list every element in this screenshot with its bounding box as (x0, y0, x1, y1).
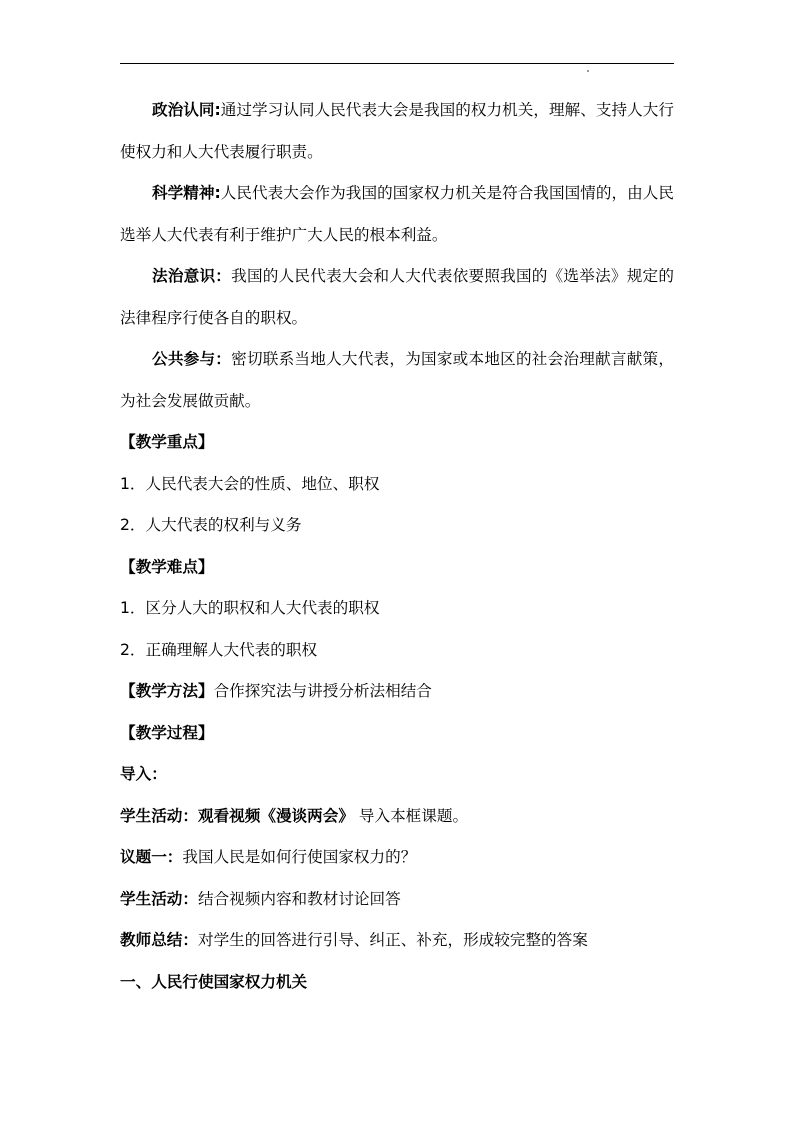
activity-text: 结合视频内容和教材讨论回答 (197, 889, 401, 908)
objective-political (120, 90, 674, 173)
method-text: 合作探究法与讲授分析法相结合 (213, 682, 432, 700)
activity-label: 学生活动： (120, 889, 198, 908)
key-points-heading: 【教学重点】 (120, 433, 214, 451)
objective-label: 政治认同: (152, 101, 221, 119)
difficulties-heading: 【教学难点】 (120, 557, 214, 576)
header-rule (120, 63, 674, 64)
method-heading: 【教学方法】 (120, 682, 214, 700)
activity-text: 导入本框课题。 (353, 806, 469, 825)
section-heading: 一、人民行使国家权力机关 (120, 972, 308, 991)
objective-text: 我国的人民代表大会和人大代表依要照我国的《选举法》规定的法律程序行使各自的职权。 (120, 267, 674, 327)
activity-label: 学生活动：观看视频《漫谈两会》 (120, 806, 354, 825)
method-line (120, 671, 674, 713)
objective-law (120, 256, 674, 339)
activity-line (120, 796, 674, 838)
key-point-item: 2．人大代表的权利与义务 (120, 516, 302, 534)
document-body (120, 90, 674, 1003)
header-mark (587, 70, 589, 72)
objective-label: 法治意识： (152, 267, 232, 285)
objective-text: 人民代表大会作为我国的国家权力机关是符合我国国情的，由人民选举人大代表有利于维护广大人民的根本利益。 (120, 184, 674, 244)
summary-text: 对学生的回答进行引导、纠正、补充，形成较完整的答案 (197, 931, 588, 949)
objective-public (120, 339, 674, 422)
topic-text: 我国人民是如何行使国家权力的？ (182, 848, 417, 866)
process-heading: 【教学过程】 (120, 723, 214, 742)
objective-science (120, 173, 674, 256)
objective-text: 密切联系当地人大代表，为国家或本地区的社会治理献言献策，为社会发展做贡献。 (120, 350, 674, 410)
summary-label: 教师总结： (120, 931, 198, 949)
objective-label: 科学精神: (152, 184, 221, 202)
activity-line (120, 879, 674, 921)
difficulty-item: 1．区分人大的职权和人大代表的职权 (120, 599, 380, 617)
objective-text: 通过学习认同人民代表大会是我国的权力机关，理解、支持人大行使权力和人大代表履行职责。 (120, 101, 674, 161)
objective-label: 公共参与： (152, 350, 232, 368)
intro-label: 导入： (120, 765, 167, 783)
summary-line (120, 920, 674, 962)
key-point-item: 1．人民代表大会的性质、地位、职权 (120, 474, 380, 493)
topic-line (120, 837, 674, 879)
difficulty-item: 2．正确理解人大代表的职权 (120, 640, 318, 659)
topic-label: 议题一： (120, 848, 183, 866)
